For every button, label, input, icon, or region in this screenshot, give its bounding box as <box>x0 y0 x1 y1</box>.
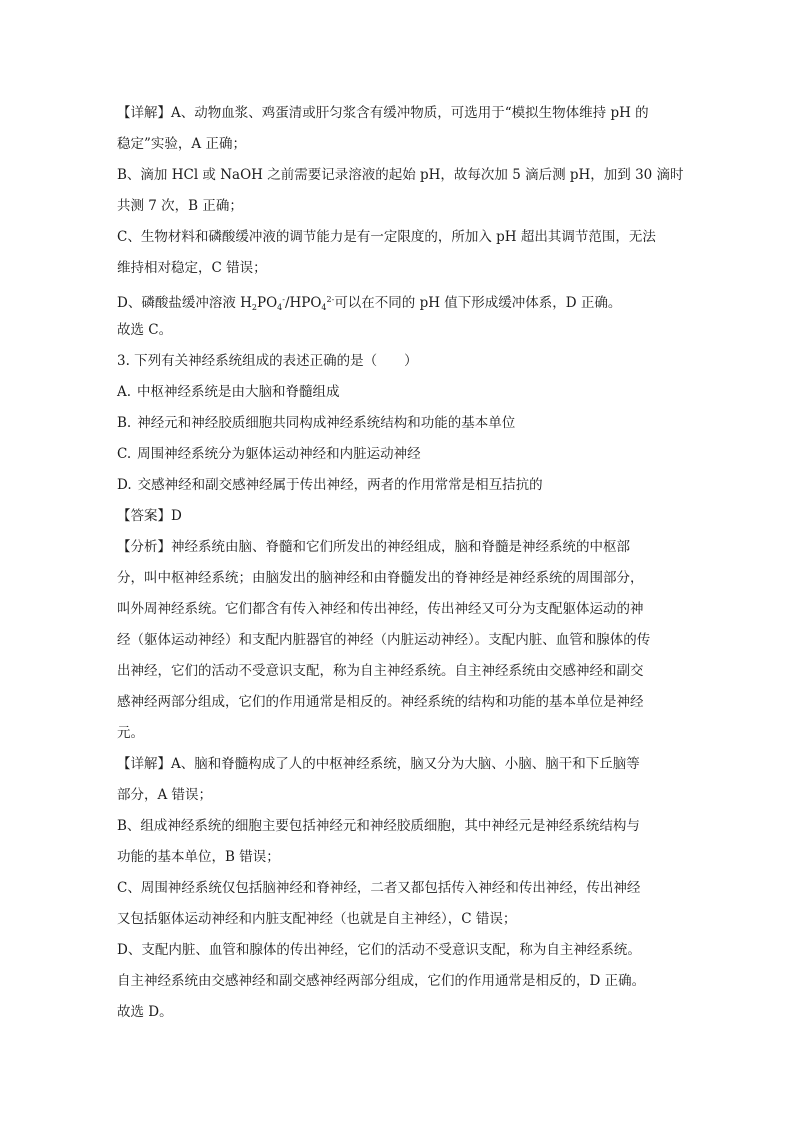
explanation-line: 【详解】A、动物血浆、鸡蛋清或肝匀浆含有缓冲物质，可选用于“模拟生物体维持 pH 的 <box>117 105 649 121</box>
question-stem: 3. 下列有关神经系统组成的表述正确的是（ ） <box>117 353 418 369</box>
option-label: A. <box>117 384 132 400</box>
explanation-line: 共测 7 次，B 正确； <box>117 198 243 214</box>
detail-line: 功能的基本单位，B 错误； <box>117 849 280 865</box>
explanation-line: 维持相对稳定，C 错误； <box>117 260 267 276</box>
formula-text: /HPO <box>284 295 322 311</box>
option-text: 中枢神经系统是由大脑和脊髓组成 <box>137 384 340 400</box>
formula-text: 可以在不同的 pH 值下形成缓冲体系，D 正确。 <box>334 295 622 311</box>
option-label: D. <box>117 477 132 493</box>
analysis-line: 分，叫中枢神经系统；由脑发出的脑神经和由脊髓发出的脊神经是神经系统的周围部分， <box>117 570 644 586</box>
detail-line: 自主神经系统由交感神经和副交感神经两部分组成，它们的作用通常是相反的，D 正确。 <box>117 973 646 989</box>
explanation-line: 稳定”实验，A 正确； <box>117 136 246 152</box>
option-c <box>117 439 677 470</box>
option-text: 交感神经和副交感神经属于传出神经，两者的作用常常是相互拮抗的 <box>137 477 543 493</box>
option-label: B. <box>117 415 132 431</box>
analysis-line: 出神经，它们的活动不受意识支配，称为自主神经系统。自主神经系统由交感神经和副交 <box>117 663 644 679</box>
detail-line: 【详解】A、脑和脊髓构成了人的中枢神经系统，脑又分为大脑、小脑、脑干和下丘脑等 <box>117 756 640 772</box>
formula-text: PO <box>256 295 278 311</box>
option-label: C. <box>117 446 132 462</box>
option-b <box>117 408 677 439</box>
detail-line: 又包括躯体运动神经和内脏支配神经（也就是自主神经），C 错误； <box>117 911 517 927</box>
formula-text: D、磷酸盐缓冲溶液 H <box>117 295 252 311</box>
explanation-line: C、生物材料和磷酸缓冲液的调节能力是有一定限度的，所加入 pH 超出其调节范围，无法 <box>117 229 656 245</box>
option-d <box>117 470 677 501</box>
analysis-line: 元。 <box>117 725 144 741</box>
conclusion-line: 故选 C。 <box>117 322 173 338</box>
analysis-line: 感神经两部分组成，它们的作用通常是相反的。神经系统的结构和功能的基本单位是神经 <box>117 694 644 710</box>
explanation-line: B、滴加 HCl 或 NaOH 之前需要记录溶液的起始 pH，故每次加 5 滴后测 pH，加到 30 滴时 <box>117 167 684 183</box>
explanation-line-formula <box>117 284 677 315</box>
option-text: 周围神经系统分为躯体运动神经和内脏运动神经 <box>137 446 421 462</box>
conclusion-line: 故选 D。 <box>117 1004 173 1020</box>
detail-line: C、周围神经系统仅包括脑神经和脊神经，二者又都包括传入神经和传出神经，传出神经 <box>117 880 641 896</box>
analysis-line: 【分析】神经系统由脑、脊髓和它们所发出的神经组成，脑和脊髓是神经系统的中枢部 <box>117 539 630 555</box>
option-a <box>117 377 677 408</box>
analysis-line: 经（躯体运动神经）和支配内脏器官的神经（内脏运动神经）。支配内脏、血管和腺体的传 <box>117 632 651 648</box>
subscript: 4 <box>277 303 283 312</box>
superscript: - <box>282 295 285 304</box>
superscript: 2- <box>326 295 335 304</box>
subscript: 2 <box>251 303 257 312</box>
subscript: 4 <box>321 303 327 312</box>
detail-line: B、组成神经系统的细胞主要包括神经元和神经胶质细胞，其中神经元是神经系统结构与 <box>117 818 640 834</box>
answer-line: 【答案】D <box>117 508 182 524</box>
detail-line: D、支配内脏、血管和腺体的传出神经，它们的活动不受意识支配，称为自主神经系统。 <box>117 942 641 958</box>
option-text: 神经元和神经胶质细胞共同构成神经系统结构和功能的基本单位 <box>137 415 516 431</box>
analysis-line: 叫外周神经系统。它们都含有传入神经和传出神经，传出神经又可分为支配躯体运动的神 <box>117 601 644 617</box>
detail-line: 部分，A 错误； <box>117 787 213 803</box>
document-body <box>117 98 684 1028</box>
